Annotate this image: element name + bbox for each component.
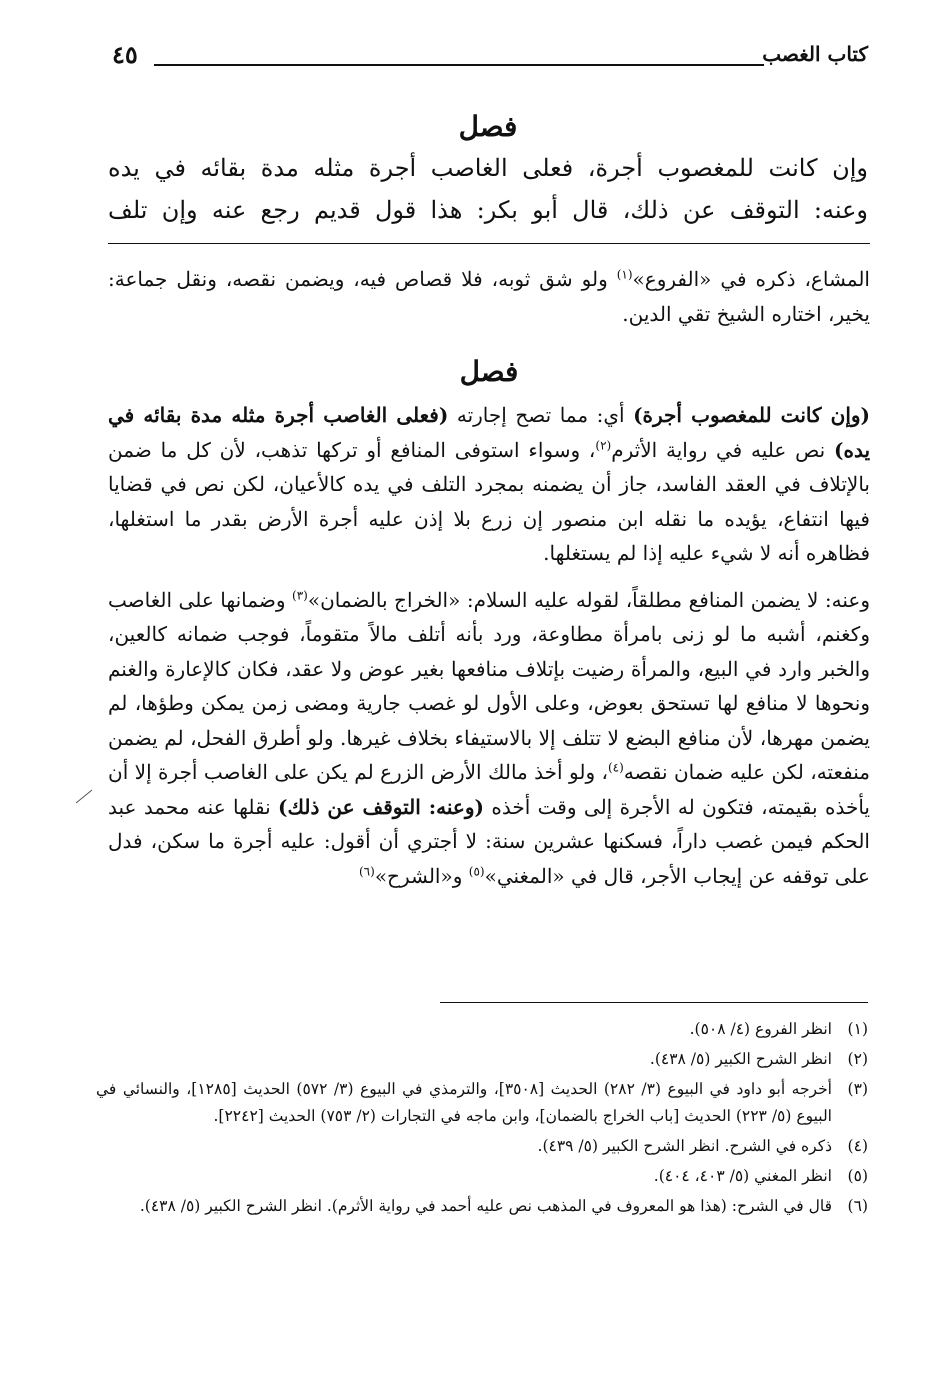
footnote-number: (٦) [847,1197,868,1215]
sharh-text: نقلها عنه محمد عبد الحكم فيمن غصب داراً، فسكنها عشرين سنة: لا أجتري أن أقول: عليه أجرة ما سكن، فدل على توقفه عن إيجاب الأجر، قال في «المغني» [108,794,870,888]
footnote-text: انظر الفروع (٤/ ٥٠٨). [689,1020,832,1038]
footnote-ref[interactable]: (٦) [358,863,375,878]
footnote-ref[interactable]: (١) [616,267,633,282]
sharh-text: نص عليه في رواية الأثرم [611,437,834,462]
footnote-separator [440,1002,868,1003]
footnote-4 [96,1133,868,1160]
matn-block [108,110,868,231]
matn-separator [108,243,870,244]
footnote-number: (٤) [847,1137,868,1155]
sharh-text: ولو شق ثوبه، فلا قصاص فيه، ويضمن نقصه، ونقل جماعة: يخير، اختاره الشيخ تقي الدين. [108,267,870,326]
header-rule [154,64,764,66]
footnote-number: (١) [847,1020,868,1038]
footnote-text: قال في الشرح: (هذا هو المعروف في المذهب نص عليه أحمد في رواية الأثرم). انظر الشرح الكبير (٥/ ٤٣٨). [139,1197,832,1215]
footnote-text: انظر الشرح الكبير (٥/ ٤٣٨). [649,1050,832,1068]
footnote-number: (٥) [847,1167,868,1185]
footnote-ref[interactable]: (٤) [607,760,624,775]
footnote-6 [96,1193,868,1220]
sharh-text: ، ولو أخذ مالك الأرض الزرع لم يكن على الغاصب أجرة إلا أن يأخذه بقيمته، فتكون له الأجرة إلى وقت أخذه [108,760,871,819]
sharh-text: أي: مما تصح إجارته [448,403,634,427]
sharh-text: وضمانها على الغاصب وكغنم، أشبه ما لو زنى بامرأة مطاوعة، ورد بأنه أتلف مالاً متقوماً، فوجب ضمانه كالعين، والخبر وارد في البيع، والمرأة رضيت بإتلاف منافعها بغير عوض ولا عقد، فكان كالإعارة والغنم ونحوها لا منافع لها تستحق بعوض، وعلى الأول لو غصب جارية ومضى زمن يمكن وطؤها، لم يضمن مهرها، لأن منافع البضع لا تتلف إلا بالاستيفاء بخلاف غيرها. ولو أطرق الفحل، لم يضمن منفعته، لكن عليه ضمان نقصه [108,587,870,784]
matn-line-1: وإن كانت للمغصوب أجرة، فعلى الغاصب أجرة مثله مدة بقائه في يده [108,154,868,182]
running-header [108,40,868,74]
footnote-1 [96,1016,868,1043]
sharh-heading: فصل [459,355,519,388]
sharh-block [108,262,870,893]
footnote-number: (٣) [847,1080,868,1098]
matn-quote: (وإن كانت للمغصوب أجرة) [633,403,871,427]
footnote-ref[interactable]: (٥) [468,863,485,878]
footnote-5 [96,1163,868,1190]
header-title: كتاب الغصب [762,42,868,66]
page-number: ٤٥ [112,40,138,69]
footnote-ref[interactable]: (٢) [595,437,612,452]
footnote-text: أخرجه أبو داود في البيوع (٣/ ٢٨٢) الحديث [٣٥٠٨]، والترمذي في البيوع (٣/ ٥٧٢) الحديث [١٢٨٥]، والنسائي في البيوع (٥/ ٢٢٣) الحديث [باب الخراج بالضمان]، وابن ماجه في التجارات (٢/ ٧٥٣) الحديث [٢٢٤٢]. [96,1080,832,1125]
sharh-paragraph-3 [108,583,870,894]
matn-line-2: وعنه: التوقف عن ذلك، قال أبو بكر: هذا قول قديم رجع عنه وإن تلف [108,196,868,224]
matn-heading: فصل [458,110,518,143]
footnote-text: ذكره في الشرح. انظر الشرح الكبير (٥/ ٤٣٩). [537,1137,832,1155]
sharh-text: المشاع، ذكره في «الفروع» [632,267,870,291]
sharh-text: و«الشرح» [374,863,469,888]
footnote-text: انظر المغني (٥/ ٤٠٣، ٤٠٤). [653,1167,832,1185]
footnotes [96,1016,868,1223]
sharh-text: وعنه: لا يضمن المنافع مطلقاً، لقوله عليه السلام: «الخراج بالضمان» [307,587,870,612]
footnote-ref[interactable]: (٣) [292,587,308,602]
matn-quote: (فعلى الغاصب أجرة مثله مدة بقائه في يده) [108,403,871,462]
sharh-paragraph-1 [108,262,870,331]
footnote-3 [96,1076,868,1130]
sharh-text: ، وسواء استوفى المنافع أو تركها تذهب، لأن كل ما ضمن بالإتلاف في العقد الفاسد، جاز أن يضمنه بمجرد التلف في يده كالأعيان، لكن نص في قضايا فيها انتفاع، يؤيده ما نقله ابن منصور إن زرع بلا إذن عليه أجرة الأرض بقدر ما استغلها، فظاهره أنه لا شيء عليه إذا لم يستغلها. [108,437,870,565]
matn-quote: (وعنه: التوقف عن ذلك) [278,794,484,819]
sharh-paragraph-2 [108,398,870,571]
footnote-number: (٢) [847,1050,868,1068]
margin-mark-icon [74,787,96,805]
footnote-2 [96,1046,868,1073]
